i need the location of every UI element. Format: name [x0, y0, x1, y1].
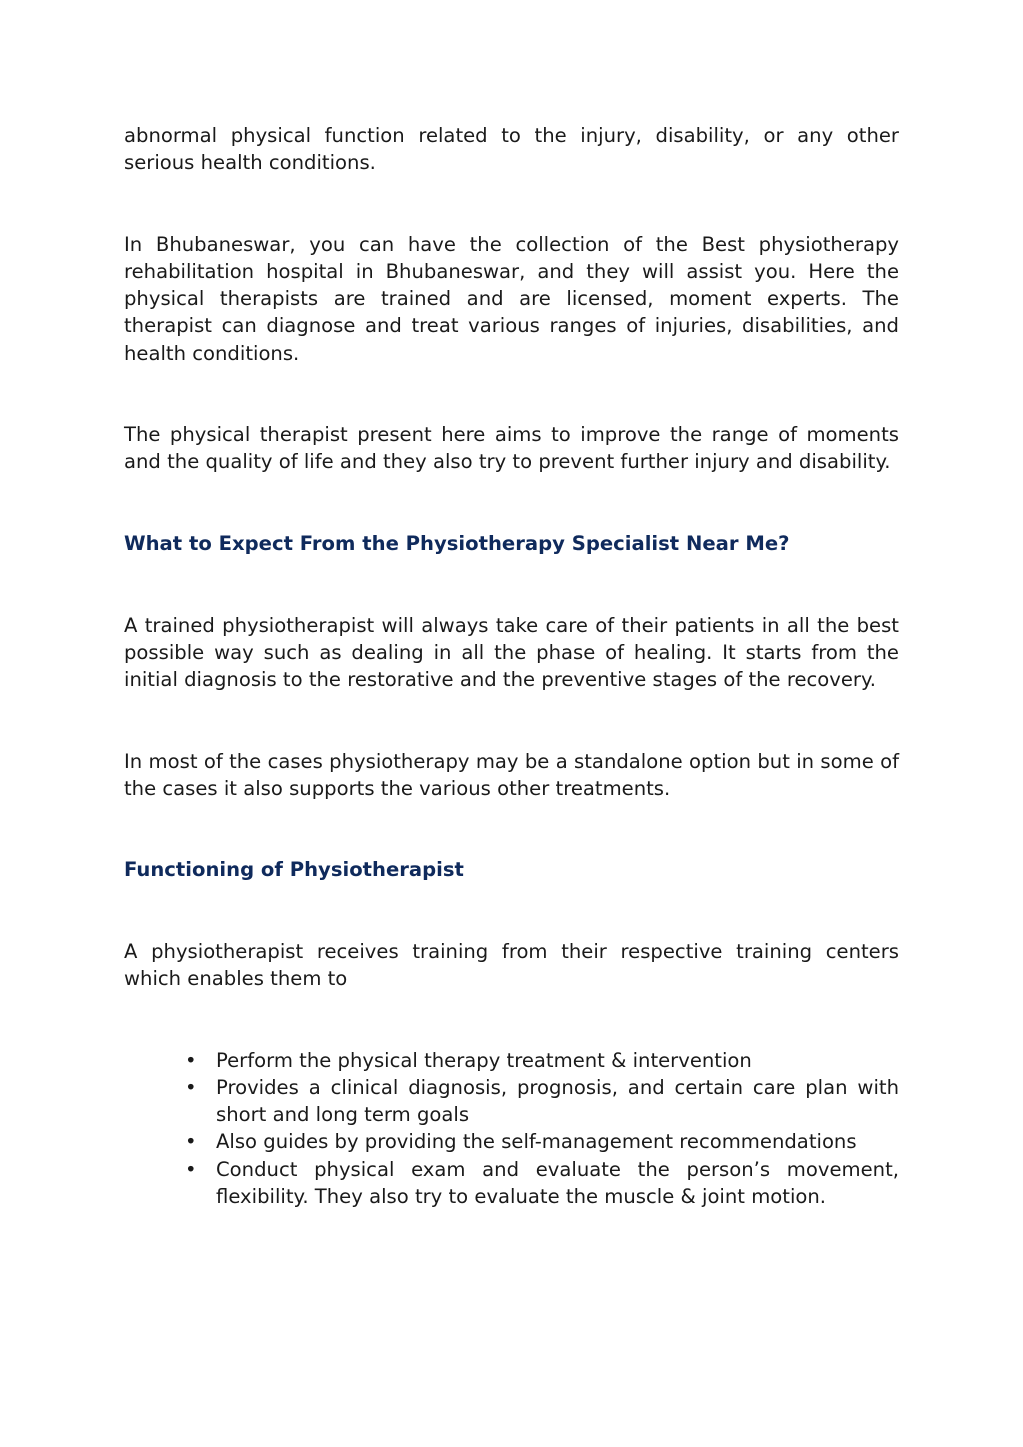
bullet-icon: • [185, 1157, 197, 1181]
paragraph-spacer [124, 476, 899, 530]
document-page [124, 122, 899, 1210]
list-item-text: Perform the physical therapy treatment & intervention [216, 1048, 752, 1072]
paragraph-spacer [124, 557, 899, 611]
bullet-icon: • [185, 1130, 197, 1154]
list-item [124, 1047, 899, 1074]
list-item [124, 1128, 899, 1155]
list-item [124, 1074, 899, 1128]
functions-list [124, 1047, 899, 1210]
list-item-text: Conduct physical exam and evaluate the person’s movement, flexibility. They also try to evaluate the muscle & joint motion. [216, 1157, 899, 1208]
bullet-icon: • [185, 1075, 197, 1099]
heading-functioning: Functioning of Physiotherapist [124, 858, 464, 882]
paragraph-standalone-option: In most of the cases physiotherapy may be a standalone option but in some of the cases it also supports the various other treatments. [124, 749, 899, 800]
paragraph-training: A physiotherapist receives training from their respective training centers which enables them to [124, 939, 899, 991]
list-item-text: Provides a clinical diagnosis, prognosis, and certain care plan with short and long term goals [216, 1075, 899, 1127]
paragraph-spacer [124, 367, 899, 421]
paragraph-bhubaneswar: In Bhubaneswar, you can have the collection of the Best physiotherapy rehabilitation hospital in Bhubaneswar, and they will assist you. Here the physical therapists are trained and are licensed, moment experts. The therapist can diagnose and treat various ranges of injuries, disabilities, and health conditions. [124, 232, 899, 365]
paragraph-spacer [124, 176, 899, 230]
paragraph-trained-physiotherapist: A trained physiotherapist will always take care of their patients in all the best possible way such as dealing in all the phase of healing. It starts from the initial diagnosis to the restorative and the preventive stages of the recovery. [124, 613, 899, 691]
paragraph-spacer [124, 992, 899, 1046]
paragraph-spacer [124, 884, 899, 938]
list-item-text: Also guides by providing the self-management recommendations [216, 1130, 857, 1154]
paragraph-therapist-aims: The physical therapist present here aims to improve the range of moments and the quality of life and they also try to prevent further injury and disability. [124, 423, 899, 474]
list-item [124, 1156, 899, 1210]
paragraph-spacer [124, 693, 899, 747]
paragraph-spacer [124, 802, 899, 856]
paragraph-abnormal-function: abnormal physical function related to the injury, disability, or any other serious health conditions. [124, 124, 899, 175]
bullet-icon: • [185, 1048, 197, 1072]
heading-what-to-expect: What to Expect From the Physiotherapy Specialist Near Me? [124, 532, 790, 555]
